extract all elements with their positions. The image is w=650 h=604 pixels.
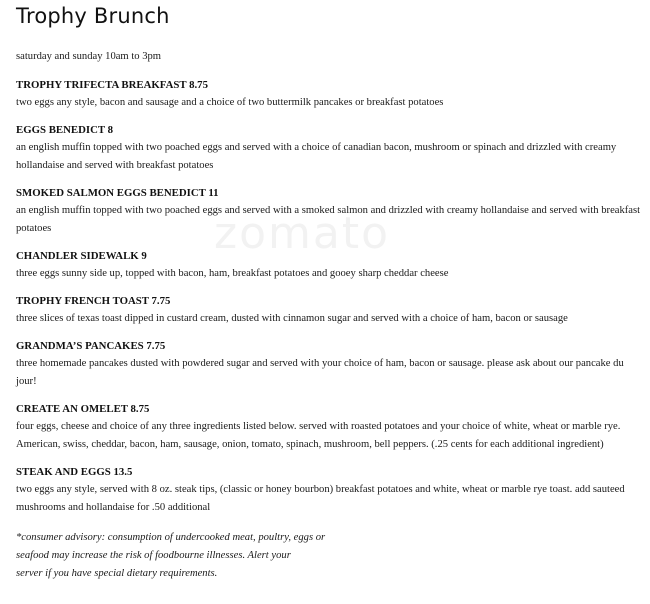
advisory-line: *consumer advisory: consumption of undercooked meat, poultry, eggs or <box>16 532 326 543</box>
menu-item-heading: CHANDLER SIDEWALK 9 <box>16 250 147 262</box>
menu-item <box>16 122 650 175</box>
menu-item <box>16 401 650 454</box>
menu-item-heading: GRANDMA’S PANCAKES 7.75 <box>16 340 166 352</box>
menu-item <box>16 464 650 517</box>
hours-text: saturday and sunday 10am to 3pm <box>16 51 162 62</box>
menu-item <box>16 293 650 328</box>
menu-item-heading: SMOKED SALMON EGGS BENEDICT 11 <box>16 187 219 199</box>
menu-item-heading: TROPHY FRENCH TOAST 7.75 <box>16 295 171 307</box>
watermark: zomato <box>214 208 391 259</box>
menu-item-description: hollandaise and served with breakfast potatoes <box>16 160 214 171</box>
menu-item-description: three slices of texas toast dipped in custard cream, dusted with cinnamon sugar and served with a choice of ham, bacon or sausage <box>16 313 568 324</box>
menu-item-description: an english muffin topped with two poached eggs and served with a smoked salmon and drizzled with creamy hollandaise and served with breakfast <box>16 205 641 216</box>
menu-item <box>16 248 650 283</box>
menu-item-description: four eggs, cheese and choice of any three ingredients listed below. served with roasted potatoes and your choice of white, wheat or marble rye. <box>16 421 621 432</box>
menu-item <box>16 77 650 112</box>
menu-item-description: American, swiss, cheddar, bacon, ham, sausage, onion, tomato, spinach, mushroom, bell peppers. (.25 cents for each additional ingredient) <box>16 439 604 450</box>
menu-item-description: two eggs any style, served with 8 oz. steak tips, (classic or honey bourbon) breakfast potatoes and white, wheat or marble rye toast. add sauteed <box>16 484 625 495</box>
menu-items <box>16 77 650 517</box>
menu-item-heading: CREATE AN OMELET 8.75 <box>16 403 150 415</box>
menu-item-heading: EGGS BENEDICT 8 <box>16 124 114 136</box>
menu-item-description: an english muffin topped with two poached eggs and served with a choice of canadian bacon, mushroom or spinach and drizzled with creamy <box>16 142 617 153</box>
menu-item-description: three homemade pancakes dusted with powdered sugar and served with your choice of ham, bacon or sausage. please ask about our pancake du <box>16 358 624 369</box>
menu-item-description: potatoes <box>16 223 52 234</box>
consumer-advisory <box>16 529 650 583</box>
menu-item-description: jour! <box>16 376 37 387</box>
menu-item <box>16 338 650 391</box>
menu-item-heading: STEAK AND EGGS 13.5 <box>16 466 133 478</box>
page-title: Trophy Brunch <box>16 4 170 28</box>
menu-item-description: two eggs any style, bacon and sausage and a choice of two buttermilk pancakes or breakfast potatoes <box>16 97 444 108</box>
menu-item <box>16 185 650 238</box>
advisory-line: server if you have special dietary requirements. <box>16 568 218 579</box>
menu-item-description: three eggs sunny side up, topped with bacon, ham, breakfast potatoes and gooey sharp cheddar cheese <box>16 268 449 279</box>
advisory-line: seafood may increase the risk of foodbourne illnesses. Alert your <box>16 550 291 561</box>
menu-content <box>16 48 650 583</box>
menu-item-heading: TROPHY TRIFECTA BREAKFAST 8.75 <box>16 79 208 91</box>
menu-item-description: mushrooms and hollandaise for .50 additional <box>16 502 211 513</box>
